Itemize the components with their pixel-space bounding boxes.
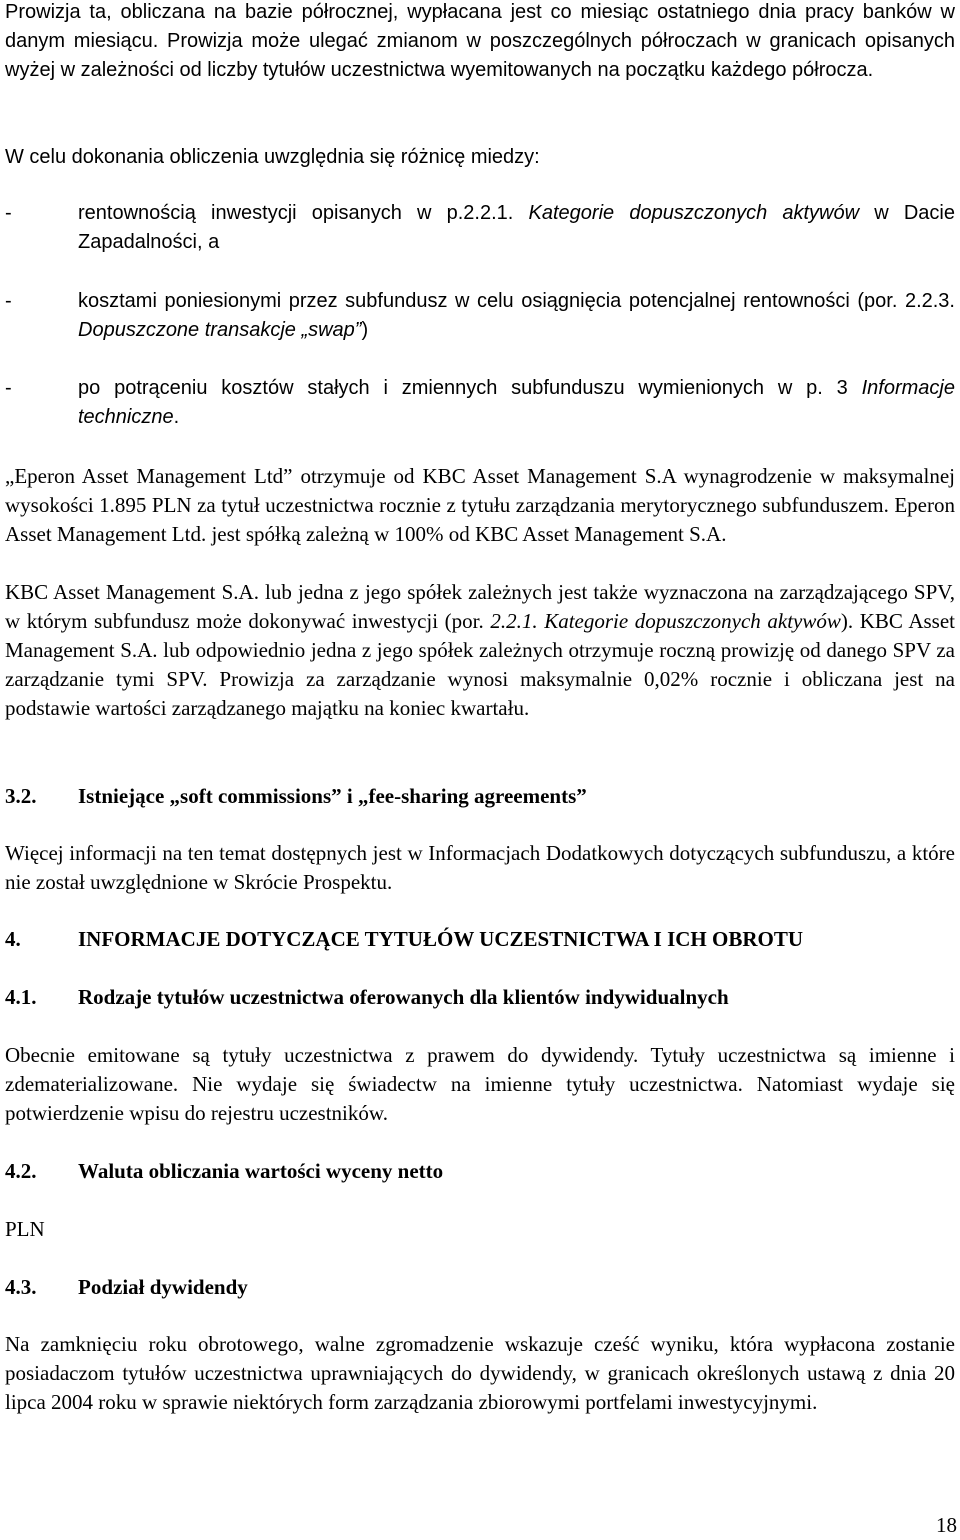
section-heading-3-2 [5, 782, 955, 811]
bullet-text-part: rentownością inwestycji opisanych w p.2.2.1. [78, 202, 529, 224]
bullet-text [78, 199, 955, 257]
paragraph-text: Więcej informacji na ten temat dostępnych jest w Informacjach Dodatkowych dotyczących subfunduszu, a które nie został uwzględnione w Skrócie Prospektu. [5, 841, 955, 894]
section-title: Waluta obliczania wartości wyceny netto [78, 1159, 444, 1183]
paragraph-dividend [5, 1330, 955, 1417]
bullet-text-part: ) [361, 319, 369, 341]
section-heading-4-3 [5, 1273, 955, 1302]
section-number: 4.2. [5, 1159, 37, 1183]
bullet-item-1 [5, 199, 955, 257]
bullet-text-part: po potrąceniu kosztów stałych i zmiennych subfunduszu wymienionych w p. 3 [78, 377, 862, 399]
bullet-text [78, 374, 955, 432]
paragraph-difference-intro [5, 143, 955, 172]
page-number: 18 [936, 1513, 957, 1537]
paragraph-currency [5, 1215, 955, 1244]
bullet-item-3 [5, 374, 955, 432]
section-number: 4. [5, 927, 21, 951]
paragraph-more-info [5, 839, 955, 897]
section-title: Istniejące „soft commissions” i „fee-sharing agreements” [78, 784, 587, 808]
section-number: 4.1. [5, 985, 37, 1009]
paragraph-text: Prowizja ta, obliczana na bazie półrocznej, wypłacana jest co miesiąc ostatniego dnia pracy banków w danym miesiącu. Prowizja może ulegać zmianom w poszczególnych półroczach w granicach opisanych wyżej w zależności od liczby tytułów uczestnictwa wyemitowanych na początku każdego półrocza. [5, 1, 955, 81]
section-title: INFORMACJE DOTYCZĄCE TYTUŁÓW UCZESTNICTWA I ICH OBROTU [78, 927, 804, 951]
paragraph-text-part: KBC Asset Management S.A. lub jedna z jego spółek zależnych jest także wyznaczona na zarządzającego SPV, w którym subfundusz może dokonywać inwestycji (por. [5, 580, 955, 633]
paragraph-unit-types [5, 1041, 955, 1128]
paragraph-eperon [5, 462, 955, 549]
section-number: 3.2. [5, 784, 37, 808]
paragraph-text: Obecnie emitowane są tytuły uczestnictwa z prawem do dywidendy. Tytuły uczestnictwa są imienne i zdematerializowane. Nie wydaje się świadectw na imienne tytuły uczestnictwa. Natomiast wydaje się potwierdzenie wpisu do rejestru uczestników. [5, 1043, 955, 1125]
section-heading-4 [5, 925, 960, 954]
bullet-text-italic: Kategorie dopuszczonych aktywów [528, 202, 860, 224]
bullet-text-part: kosztami poniesionymi przez subfundusz w celu osiągnięcia potencjalnej rentowności (por. 2.2.3. [78, 290, 955, 312]
section-heading-4-2 [5, 1157, 955, 1186]
bullet-text [78, 287, 955, 345]
paragraph-text-part: ). KBC Asset Management S.A. lub odpowiednio jedna z jego spółek zależnych otrzymuje roczną prowizję od danego SPV za zarządzanie tymi SPV. Prowizja za zarządzanie wynosi maksymalnie 0,02% rocznie i obliczana jest na podstawie wartości zarządzanego majątku na koniec kwartału. [5, 609, 955, 720]
bullet-text-part: . [173, 406, 180, 428]
paragraph-commission-intro [5, 0, 955, 85]
paragraph-kbc-spv [5, 578, 955, 723]
bullet-text-italic: Dopuszczone transakcje „swap” [78, 319, 362, 341]
section-number: 4.3. [5, 1275, 37, 1299]
bullet-text-italic: Informacje techniczne [78, 377, 955, 428]
paragraph-text: „Eperon Asset Management Ltd” otrzymuje od KBC Asset Management S.A wynagrodzenie w maksymalnej wysokości 1.895 PLN za tytuł uczestnictwa rocznie z tytułu zarządzania merytorycznego subfunduszem. Eperon Asset Management Ltd. jest spółką zależną w 100% od KBC Asset Management S.A. [5, 464, 955, 546]
paragraph-text: Na zamknięciu roku obrotowego, walne zgromadzenie wskazuje cześć wyniku, która wypłacona zostanie posiadaczom tytułów uczestnictwa uprawniających do dywidendy, w granicach określonych ustawą z dnia 20 lipca 2004 roku w sprawie niektórych form zarządzania zbiorowymi portfelami inwestycyjnymi. [5, 1332, 955, 1414]
paragraph-text-italic: 2.2.1. Kategorie dopuszczonych aktywów [490, 609, 841, 633]
paragraph-text: PLN [5, 1217, 45, 1241]
paragraph-text: W celu dokonania obliczenia uwzględnia się różnicę miedzy: [5, 146, 540, 168]
section-title: Rodzaje tytułów uczestnictwa oferowanych dla klientów indywidualnych [78, 985, 729, 1009]
bullet-dash: - [5, 202, 12, 224]
bullet-dash: - [5, 377, 12, 399]
bullet-item-2 [5, 287, 955, 345]
bullet-text-part: w Dacie Zapadalności, a [78, 202, 955, 253]
bullet-dash: - [5, 290, 12, 312]
section-title: Podział dywidendy [78, 1275, 248, 1299]
section-heading-4-1 [5, 983, 955, 1012]
